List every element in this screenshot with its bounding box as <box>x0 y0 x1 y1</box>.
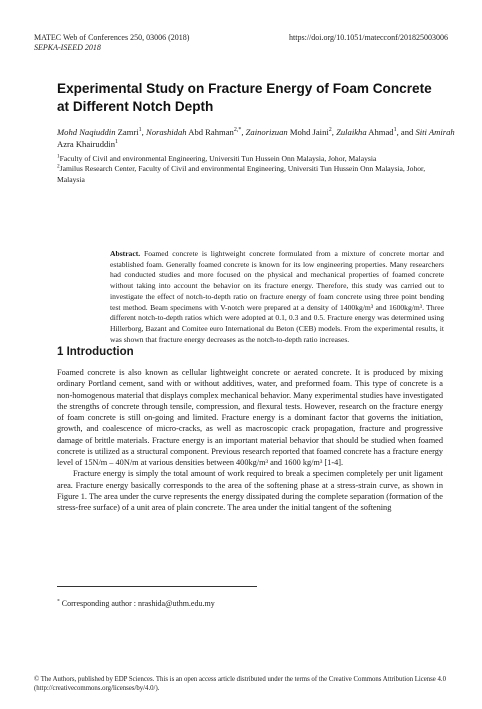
section-heading: 1 Introduction <box>57 346 134 358</box>
license-footer: © The Authors, published by EDP Sciences. This is an open access article distributed under the terms of the Creative Commons Attribution License 4.0 (http://creativecommons.org/licenses/by/4.0/). <box>34 676 447 692</box>
footnote-divider <box>57 586 257 587</box>
author-3-first: Zainorizuan <box>245 127 288 137</box>
author-2-first: Norashidah <box>145 127 187 137</box>
body-text <box>57 367 443 513</box>
author-5-first: Siti Amirah <box>415 127 455 137</box>
author-list: Mohd Naqiuddin Zamri$^1$, Norashidah Abd Rahman$^{2,*}$, Zainorizuan Mohd Jaini$^2$, Zulaikha Ahmad$^1$, and Siti Amirah Azra Khairuddin$^1$ <box>57 127 455 149</box>
conference-line: SEPKA-ISEED 2018 <box>34 43 101 52</box>
author-4-last: Ahmad <box>366 127 394 137</box>
footnote: * Corresponding author : nrashida@uthm.edu.my <box>57 598 215 608</box>
affiliation-2: $^2$Jamilus Research Center, Faculty of Civil and environmental Engineering, Universiti Tun Hussein Onn Malaysia, Johor, Malaysia <box>57 163 426 184</box>
doi-link[interactable]: https://doi.org/10.1051/matecconf/201825003006 <box>289 33 448 42</box>
abstract-text: Foamed concrete is lightweight concrete formulated from a mixture of concrete mortar and established foam. Generally foamed concrete is known for its low engineering properties. Many researchers had conducted studies and more focused on the physical and mechanical properties of foamed concrete without taking into account the behavior on its fracture energy. Therefore, this study was carried out to investigate the effect of notch-to-depth ratio on fracture energy of foam concrete using three point bending test method. Beam specimens with V-notch were prepared at a density of 1400kg/m³ and 1600kg/m³. Three different notch-to-depth ratios which were adopted at 0.1, 0.3 and 0.5. Fracture energy was determined using Hillerborg, Bazant and Comitee euro International du Beton (CEB) models. From the experimental results, it was shown that fracture energy decreases as the notch-to-depth ratio increases. <box>110 249 444 344</box>
paragraph: Fracture energy is simply the total amount of work required to break a specimen completely per unit ligament area. Fracture energy basically corresponds to the area of the softening phase at a stress-strain curve, as shown in Figure 1. The area under the curve represents the energy dissipated during the complete separation (formation of the stress-free surface) of a unit area of plain concrete. The area under the initial tangent of the softening <box>57 469 443 512</box>
author-1-first: Mohd Naqiuddin <box>57 127 116 137</box>
running-header <box>34 33 294 53</box>
author-2-last: Abd Rahman <box>186 127 234 137</box>
paragraph: Foamed concrete is also known as cellular lightweight concrete or aerated concrete. It is produced by mixing ordinary Portland cement, sand with or without additives, water, and preformed foam. This type of concrete is a non-homogenous material that displays complex mechanical behavior. Many experimental studies have investigated the strengths of concrete through tensile, compression, and flexural tests. However, research on the fracture energy of foam concrete is still on-going and limited. Fracture energy is a dominant factor that governs the initiation, growth, and coalescence of micro-cracks, as well as macroscopic crack propagation, fracture and progressive damage of brittle materials. Fracture energy is an important material behavior that should be studied when foamed concrete is utilized as a structural component. Previous research reported that foamed concrete has a fracture energy level of 15N/m – 40N/m at various densities between 400kg/m³ and 1600 kg/m³ [1-4]. <box>57 368 443 467</box>
author-5-last: Azra Khairuddin <box>57 139 115 149</box>
abstract-label: Abstract. <box>110 249 141 258</box>
author-3-last: Mohd Jaini <box>287 127 329 137</box>
affiliation-1: $^1$Faculty of Civil and environmental Engineering, Universiti Tun Hussein Onn Malaysia, Johor, Malaysia <box>57 153 377 163</box>
paper-title: Experimental Study on Fracture Energy of Foam Concrete at Different Notch Depth <box>57 81 432 114</box>
journal-line: MATEC Web of Conferences 250, 03006 (2018) <box>34 33 190 42</box>
abstract <box>110 249 444 345</box>
affiliations <box>57 154 447 185</box>
author-1-last: Zamri <box>115 127 139 137</box>
author-4-first: Zulaikha <box>336 127 367 137</box>
